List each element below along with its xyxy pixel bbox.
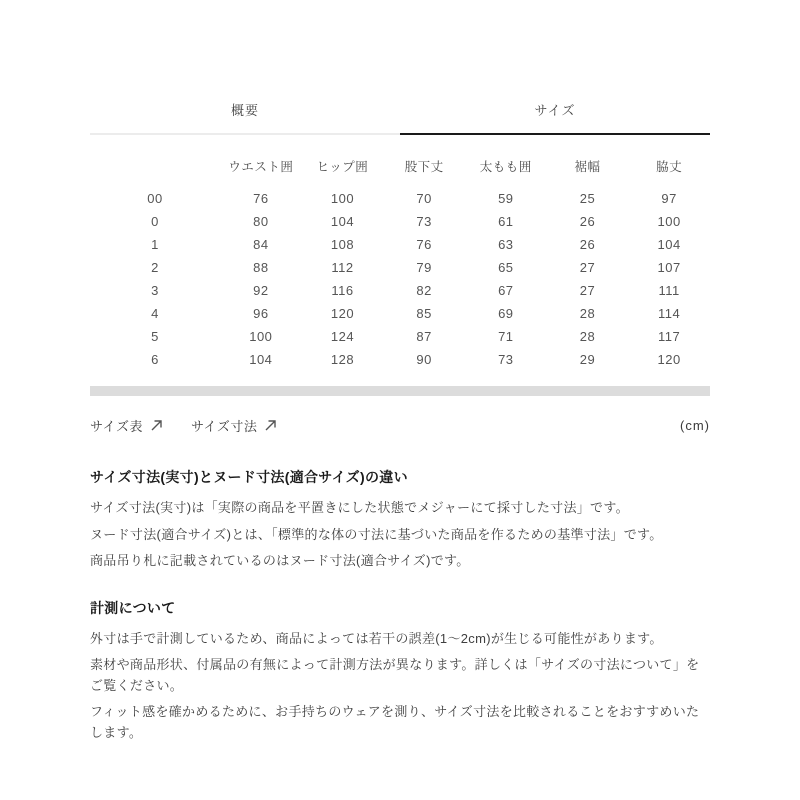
cell-hem: 27 <box>579 260 596 275</box>
section-paragraph: フィット感を確かめるために、お手持ちのウェアを測り、サイズ寸法を比較されることをおすすめいたします。 <box>90 704 700 740</box>
cell-inseam: 73 <box>416 214 432 229</box>
cell-hip: 104 <box>330 214 355 229</box>
table-row <box>90 233 710 256</box>
size-label: 4 <box>151 306 159 321</box>
table-row <box>90 348 710 371</box>
cell-waist: 100 <box>249 329 273 344</box>
section-size-vs-nude-dimensions <box>90 467 710 572</box>
cell-waist: 88 <box>253 260 269 275</box>
size-label: 6 <box>151 352 159 367</box>
section-heading: 計測について <box>90 599 176 616</box>
tab-size[interactable]: サイズ <box>400 100 710 135</box>
cell-inseam: 87 <box>416 329 432 344</box>
cell-hip: 120 <box>330 306 355 321</box>
cell-side: 114 <box>658 306 681 321</box>
cell-thigh: 71 <box>498 329 514 344</box>
cell-side: 97 <box>661 191 677 206</box>
cell-waist: 76 <box>253 191 269 206</box>
column-header-thigh: 太もも囲 <box>479 160 532 174</box>
size-column-header <box>90 157 220 187</box>
cell-hem: 29 <box>579 352 596 367</box>
cell-waist: 96 <box>253 306 269 321</box>
cell-hip: 100 <box>330 191 355 206</box>
cell-side: 111 <box>658 283 680 298</box>
column-header-waist: ウエスト囲 <box>228 160 294 174</box>
cell-side: 104 <box>657 237 681 252</box>
table-row <box>90 210 710 233</box>
cell-hip: 128 <box>330 352 355 367</box>
column-header-side: 脇丈 <box>656 160 683 174</box>
cell-side: 107 <box>657 260 681 275</box>
cell-hem: 28 <box>579 329 596 344</box>
size-table <box>90 157 710 371</box>
section-paragraph: 外寸は手で計測しているため、商品によっては若干の誤差(1〜2cm)が生じる可能性があります。 <box>90 630 663 646</box>
table-row <box>90 279 710 302</box>
cell-thigh: 69 <box>498 306 514 321</box>
column-header-inseam: 股下丈 <box>404 160 444 174</box>
cell-waist: 84 <box>253 237 269 252</box>
size-chart-link[interactable] <box>90 416 163 435</box>
size-table-header-row <box>90 157 710 187</box>
tab-bar <box>90 100 710 135</box>
size-table-scrollbar[interactable] <box>90 386 710 396</box>
cell-inseam: 70 <box>416 191 432 206</box>
size-chart-link-label: サイズ表 <box>90 419 143 434</box>
cell-thigh: 63 <box>498 237 514 252</box>
unit-label: (cm) <box>680 418 710 433</box>
cell-hem: 26 <box>579 237 596 252</box>
cell-hip: 124 <box>330 329 355 344</box>
section-paragraph: サイズ寸法(実寸)は「実際の商品を平置きにした状態でメジャーにて採寸した寸法」です。 <box>90 500 629 515</box>
table-row <box>90 325 710 348</box>
cell-thigh: 65 <box>498 260 514 275</box>
size-dimensions-link-label: サイズ寸法 <box>190 419 258 434</box>
cell-side: 100 <box>657 214 681 229</box>
section-about-measurement <box>90 598 710 744</box>
tab-overview[interactable]: 概要 <box>90 100 400 135</box>
cell-thigh: 67 <box>498 283 514 298</box>
cell-inseam: 79 <box>416 260 432 275</box>
cell-thigh: 73 <box>498 352 514 367</box>
size-label: 3 <box>151 283 159 298</box>
column-header-hip: ヒップ囲 <box>316 160 369 174</box>
cell-side: 120 <box>657 352 681 367</box>
cell-hip: 112 <box>331 260 354 275</box>
cell-hem: 25 <box>579 191 596 206</box>
section-paragraph: 素材や商品形状、付属品の有無によって計測方法が異なります。詳しくは「サイズの寸法について」をご覧ください。 <box>90 657 700 693</box>
column-header-hem: 裾幅 <box>574 160 601 174</box>
cell-thigh: 59 <box>498 191 514 206</box>
table-row <box>90 187 710 210</box>
cell-inseam: 76 <box>416 237 432 252</box>
cell-inseam: 85 <box>416 306 432 321</box>
size-label: 2 <box>151 260 159 275</box>
cell-thigh: 61 <box>498 214 514 229</box>
table-row <box>90 256 710 279</box>
cell-hip: 116 <box>331 283 354 298</box>
size-dimensions-link[interactable] <box>191 416 277 435</box>
cell-inseam: 82 <box>416 283 432 298</box>
cell-inseam: 90 <box>416 352 432 367</box>
cell-hem: 27 <box>579 283 596 298</box>
cell-waist: 104 <box>249 352 273 367</box>
cell-hem: 28 <box>579 306 596 321</box>
cell-waist: 92 <box>253 283 269 298</box>
cell-waist: 80 <box>253 214 269 229</box>
external-link-icon <box>264 419 277 432</box>
table-footer-row <box>90 416 710 435</box>
external-link-icon <box>150 419 163 432</box>
section-heading: サイズ寸法(実寸)とヌード寸法(適合サイズ)の違い <box>90 469 408 485</box>
section-paragraph: ヌード寸法(適合サイズ)とは、「標準的な体の寸法に基づいた商品を作るための基準寸法」です。 <box>90 526 663 542</box>
cell-hip: 108 <box>330 237 355 252</box>
size-label: 5 <box>151 329 159 344</box>
section-paragraph: 商品吊り札に記載されているのはヌード寸法(適合サイズ)です。 <box>90 553 470 569</box>
size-label: 1 <box>151 237 159 252</box>
cell-hem: 26 <box>579 214 596 229</box>
size-label: 0 <box>151 214 159 229</box>
cell-side: 117 <box>658 329 681 344</box>
size-label: 00 <box>147 191 163 206</box>
table-row <box>90 302 710 325</box>
